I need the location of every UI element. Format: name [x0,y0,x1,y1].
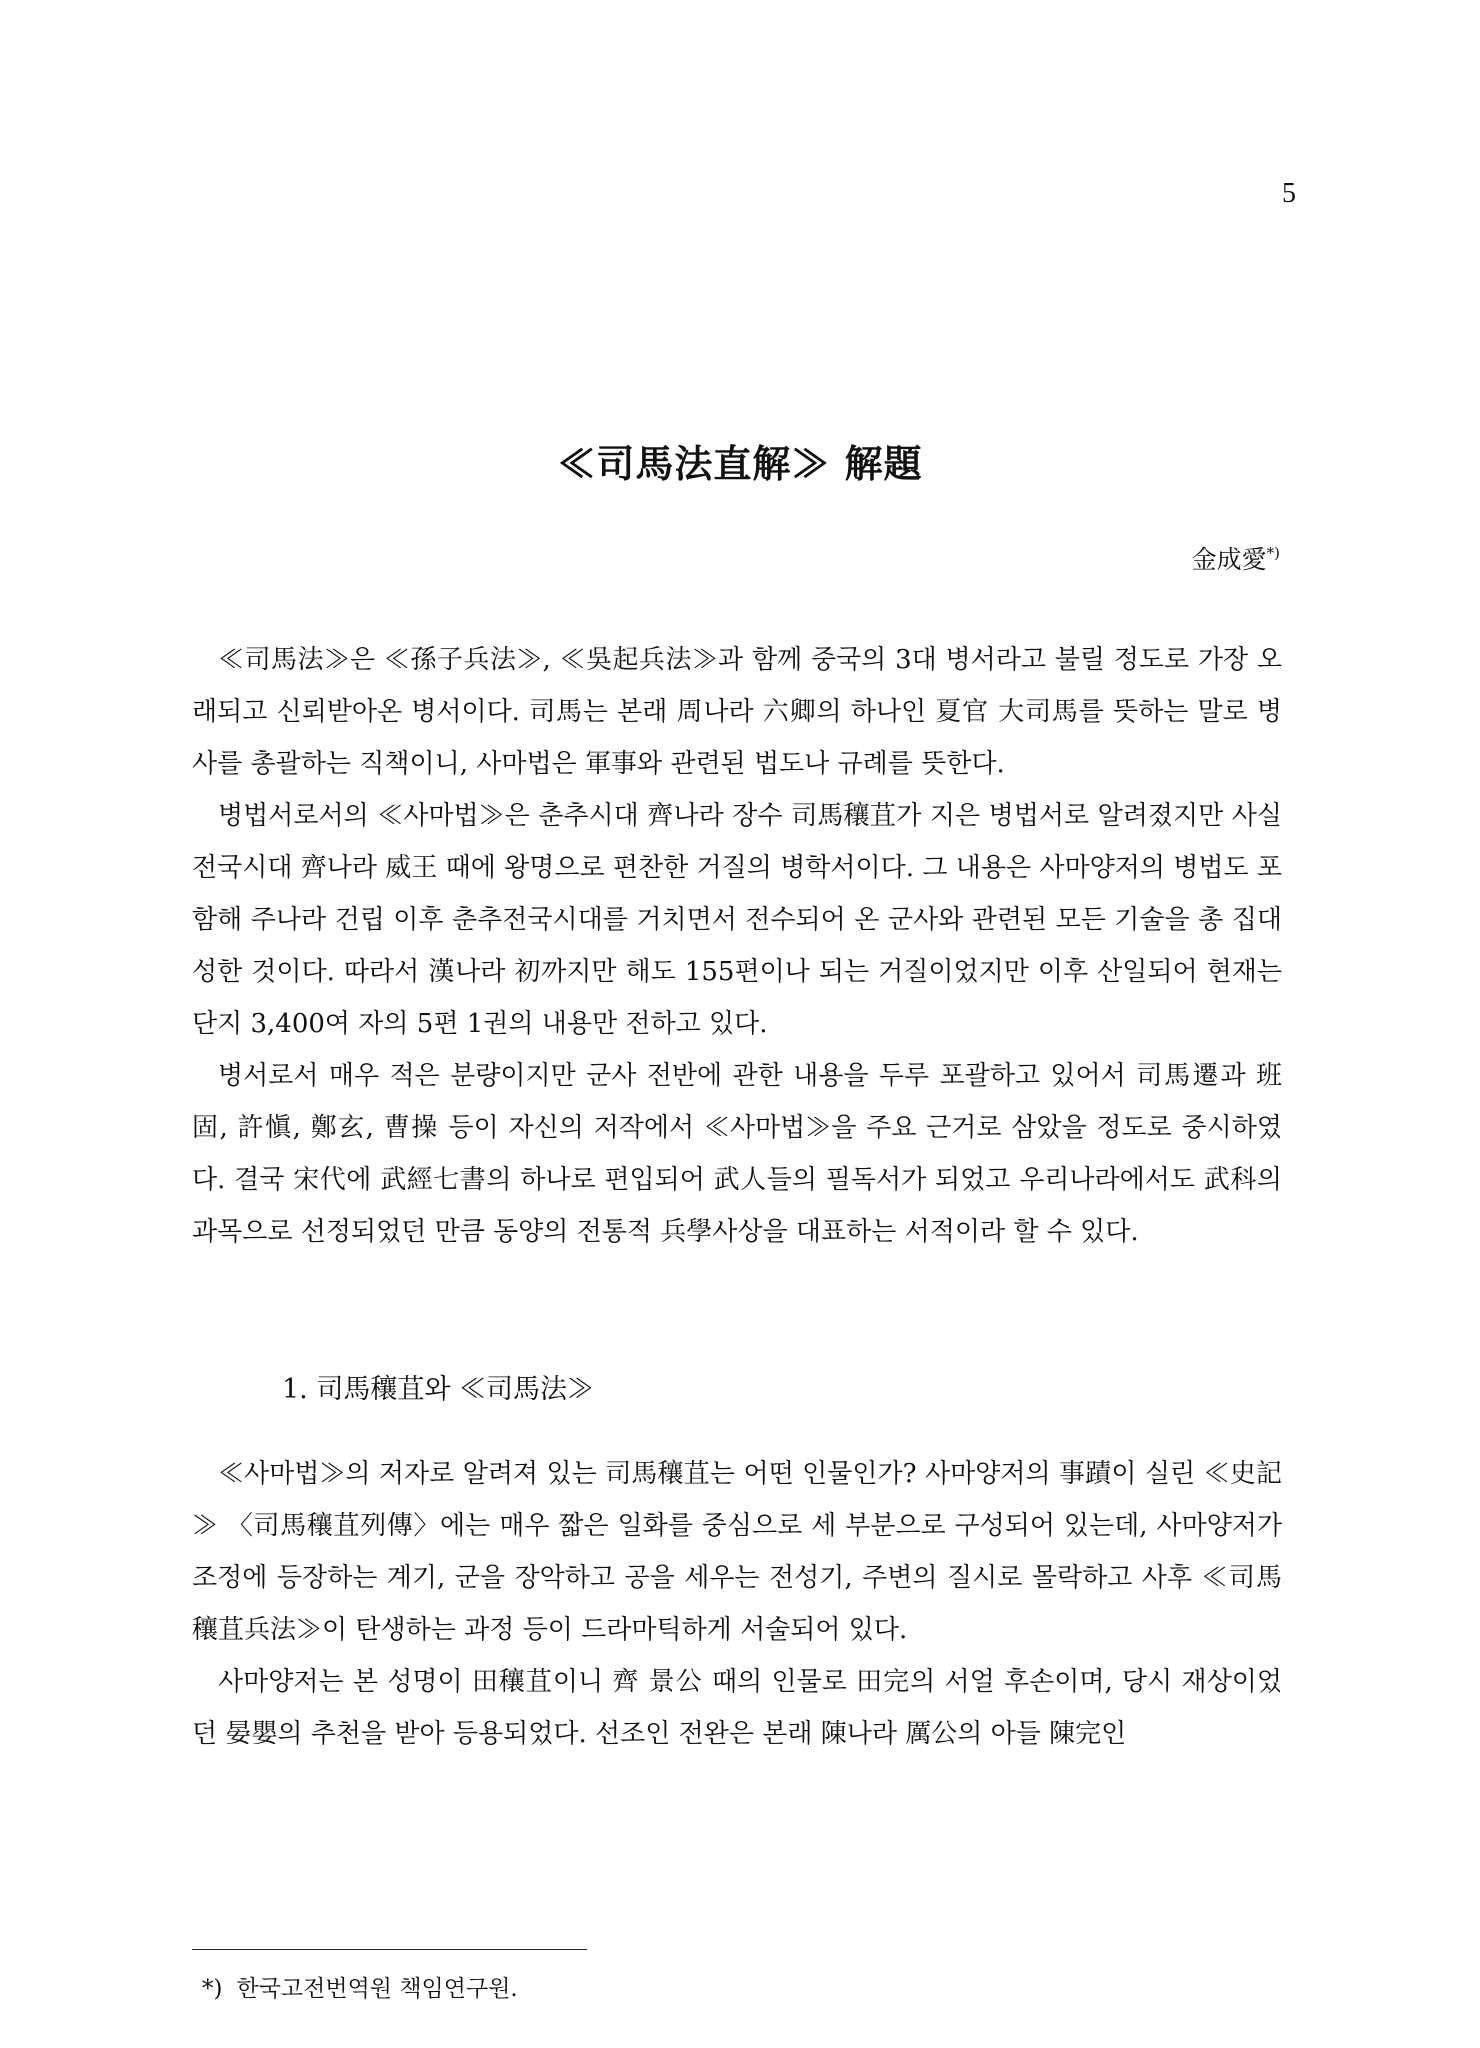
section1-paragraph-1: ≪사마법≫의 저자로 알려져 있는 司馬穰苴는 어떤 인물인가? 사마양저의 事蹟이 실린 ≪史記≫ 〈司馬穰苴列傳〉에는 매우 짧은 일화를 중심으로 세 부분으로 구성되어 있는데, 사마양저가 조정에 등장하는 계기, 군을 장악하고 공을 세우는 전성기, 주변의 질시로 몰락하고 사후 ≪司馬穰苴兵法≫이 탄생하는 과정 등이 드라마틱하게 서술되어 있다. [192,1459,1282,1645]
intro-section [192,634,1282,1258]
author-footnote-mark: *) [1266,544,1280,562]
author-line [1192,540,1280,576]
footnote [202,1970,518,2003]
intro-paragraph-3: 병서로서 매우 적은 분량이지만 군사 전반에 관한 내용을 두루 포괄하고 있어서 司馬遷과 班固, 許愼, 鄭玄, 曹操 등이 자신의 저작에서 ≪사마법≫을 주요 근거로 삼았을 정도로 중시하였다. 결국 宋代에 武經七書의 하나로 편입되어 武人들의 필독서가 되었고 우리나라에서도 武科의 과목으로 선정되었던 만큼 동양의 전통적 兵學사상을 대표하는 서적이라 할 수 있다. [192,1061,1282,1247]
footnote-text: 한국고전번역원 책임연구원. [236,1976,518,2002]
intro-paragraph-1: ≪司馬法≫은 ≪孫子兵法≫, ≪吳起兵法≫과 함께 중국의 3대 병서라고 불릴 정도로 가장 오래되고 신뢰받아온 병서이다. 司馬는 본래 周나라 六卿의 하나인 夏官 大司馬를 뜻하는 말로 병사를 총괄하는 직책이니, 사마법은 軍事와 관련된 법도나 규례를 뜻한다. [192,645,1282,779]
section1-body [192,1448,1282,1760]
intro-paragraph-2: 병법서로서의 ≪사마법≫은 춘추시대 齊나라 장수 司馬穰苴가 지은 병법서로 알려졌지만 사실 전국시대 齊나라 威王 때에 왕명으로 편찬한 거질의 병학서이다. 그 내용은 사마양저의 병법도 포함해 주나라 건립 이후 춘추전국시대를 거치면서 전수되어 온 군사와 관련된 모든 기술을 총 집대성한 것이다. 따라서 漢나라 初까지만 해도 155편이나 되는 거질이었지만 이후 산일되어 현재는 단지 3,400여 자의 5편 1권의 내용만 전하고 있다. [192,801,1282,1039]
author-name: 金成愛 [1191,545,1267,574]
section1-paragraph-2: 사마양저는 본 성명이 田穰苴이니 齊 景公 때의 인물로 田完의 서얼 후손이며, 당시 재상이었던 晏嬰의 추천을 받아 등용되었다. 선조인 전완은 본래 陳나라 厲公의 아들 陳完인 [192,1667,1282,1749]
footnote-mark: *) [202,1976,223,2002]
section-heading: 1. 司馬穰苴와 ≪司馬法≫ [282,1374,595,1405]
footnote-divider [192,1949,587,1950]
page-number: 5 [1282,178,1296,209]
document-title: ≪司馬法直解≫ 解題 [557,441,923,486]
